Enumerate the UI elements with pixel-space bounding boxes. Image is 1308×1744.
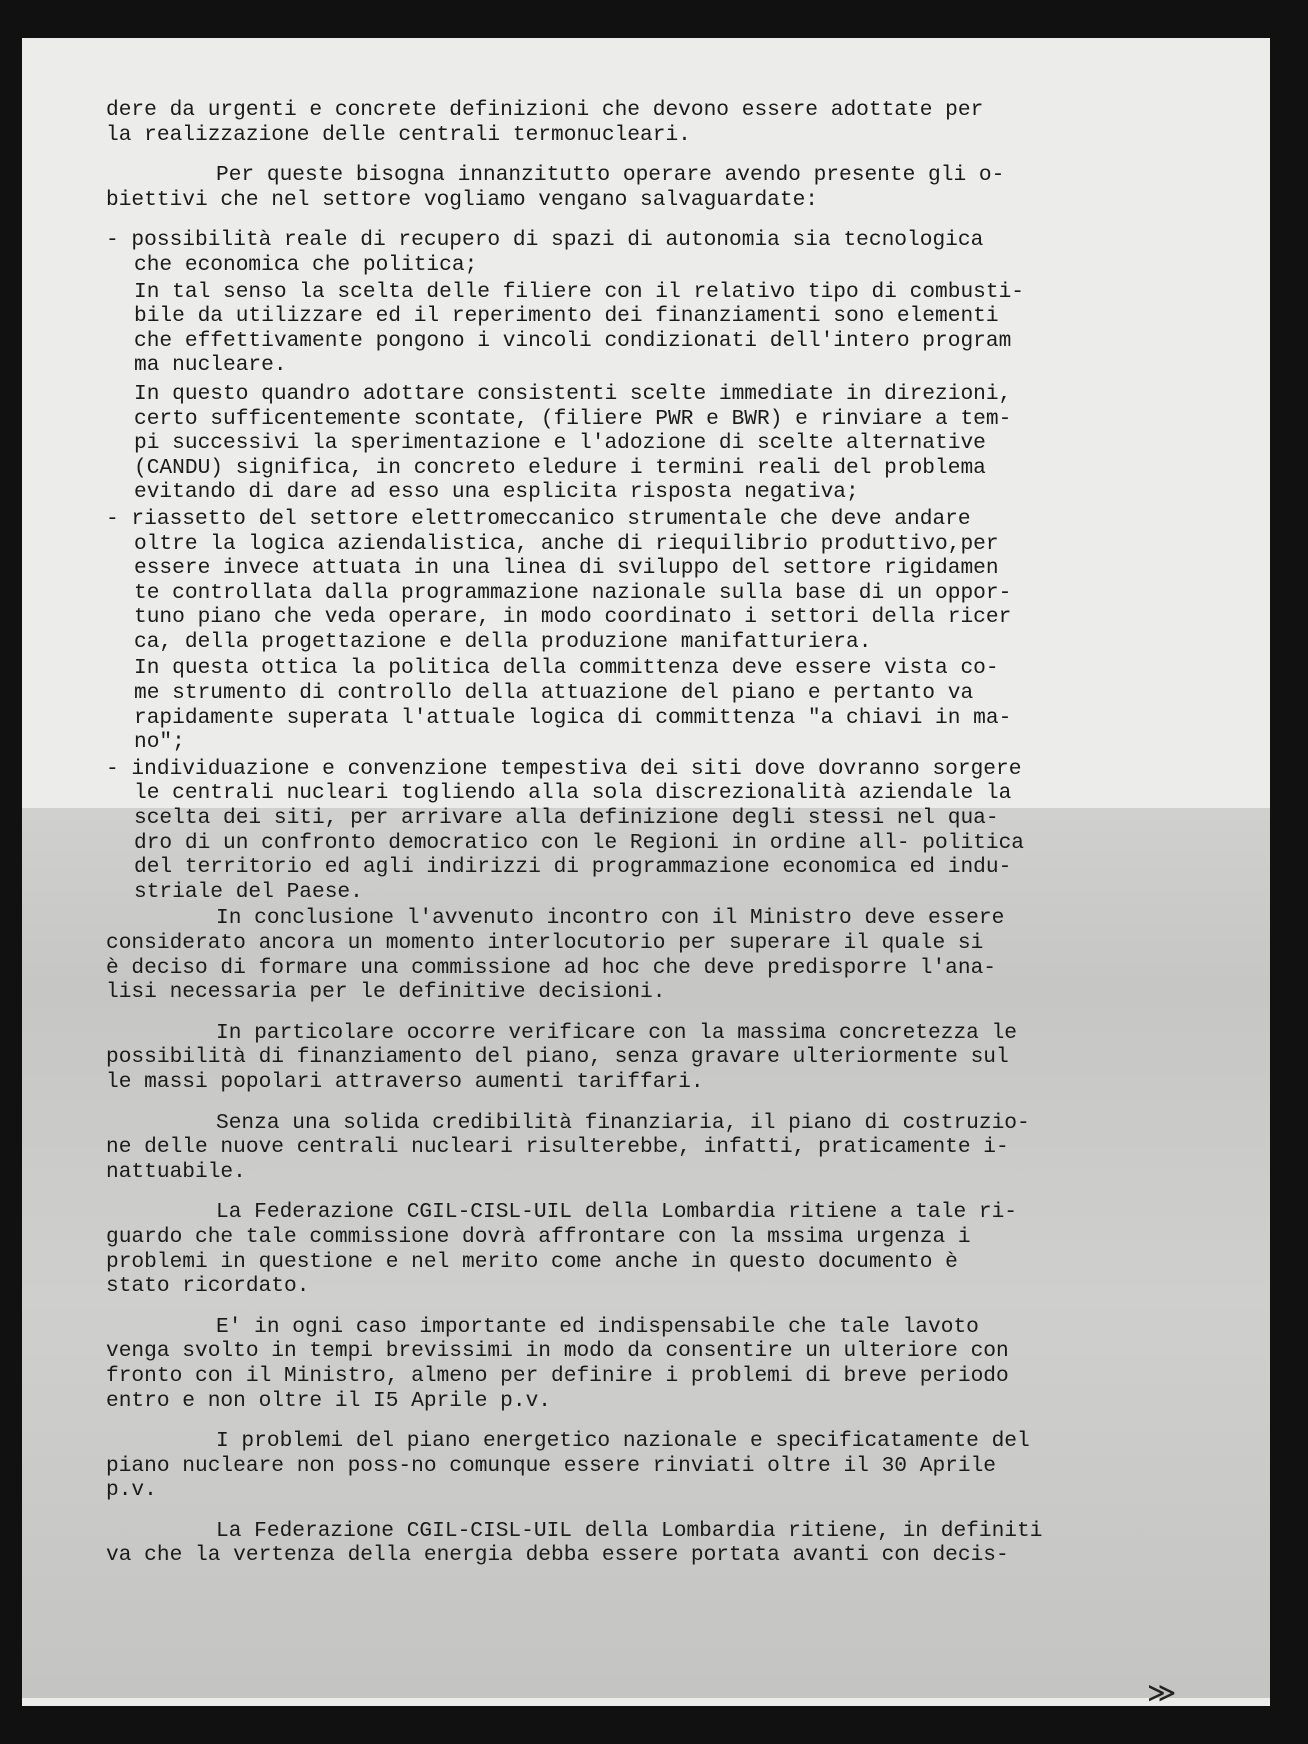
text-line: è deciso di formare una commissione ad hoc che deve predisporre l'ana- xyxy=(106,955,997,980)
text-line: In particolare occorre verificare con la massima concretezza le xyxy=(216,1020,1018,1045)
bullet-item xyxy=(106,228,1226,277)
bullet-subparagraph xyxy=(106,280,1226,378)
text-line: - riassetto del settore elettromeccanico strumentale che deve andare xyxy=(106,506,971,531)
text-line: rapidamente superata l'attuale logica di committenza "a chiavi in ma- xyxy=(134,705,1012,730)
text-line: lisi necessaria per le definitive decisioni. xyxy=(106,980,666,1005)
text-line: In conclusione l'avvenuto incontro con il Ministro deve essere xyxy=(216,906,1005,931)
bullet-item xyxy=(106,507,1226,655)
text-line: possibilità di finanziamento del piano, senza gravare ulteriormente sul xyxy=(106,1045,1009,1070)
text-line: dere da urgenti e concrete definizioni che devono essere adottate per xyxy=(106,98,984,122)
text-line: le centrali nucleari togliendo alla sola discrezionalità aziendale la xyxy=(134,781,1012,806)
text-line: La Federazione CGIL-CISL-UIL della Lombardia ritiene a tale ri- xyxy=(216,1200,1018,1225)
text-line: nattuabile. xyxy=(106,1159,246,1184)
text-line: Senza una solida credibilità finanziaria, il piano di costruzio- xyxy=(216,1110,1030,1135)
text-line: In questo quandro adottare consistenti scelte immediate in direzioni, xyxy=(134,381,1012,406)
text-line: E' in ogni caso importante ed indispensabile che tale lavoto xyxy=(216,1314,979,1339)
text-line: - possibilità reale di recupero di spazi di autonomia sia tecnologica xyxy=(106,228,984,253)
text-line: piano nucleare non poss-no comunque essere rinviati oltre il 30 Aprile xyxy=(106,1453,997,1478)
text-line: pi successivi la sperimentazione e l'adozione di scelte alternative xyxy=(134,431,986,456)
continuation-arrow-icon: ≫ xyxy=(1147,1676,1177,1706)
text-line: bile da utilizzare ed il reperimento dei finanziamenti sono elementi xyxy=(134,304,999,329)
paragraph xyxy=(106,1021,1226,1095)
text-line: fronto con il Ministro, almeno per definire i problemi di breve periodo xyxy=(106,1363,1009,1388)
text-line: biettivi che nel settore vogliamo vengano salvaguardate: xyxy=(106,187,819,212)
text-line: evitando di dare ad esso una esplicita risposta negativa; xyxy=(134,480,859,505)
text-line: le massi popolari attraverso aumenti tariffari. xyxy=(106,1069,704,1094)
text-line: no"; xyxy=(134,730,185,755)
paragraph xyxy=(106,1111,1226,1185)
text-line: che effettivamente pongono i vincoli condizionati dell'intero program xyxy=(134,328,1012,353)
text-line: venga svolto in tempi brevissimi in modo da consentire un ulteriore con xyxy=(106,1339,1009,1364)
text-line: I problemi del piano energetico nazionale e specificatamente del xyxy=(216,1429,1030,1454)
paragraph xyxy=(106,1315,1226,1413)
text-line: problemi in questione e nel merito come anche in questo documento è xyxy=(106,1249,958,1274)
text-line: essere invece attuata in una linea di sviluppo del settore rigidamen xyxy=(134,556,999,581)
paragraph xyxy=(106,163,1226,212)
text-line: che economica che politica; xyxy=(134,252,478,277)
text-line: ma nucleare. xyxy=(134,353,287,378)
text-line: ca, della progettazione e della produzione manifatturiera. xyxy=(134,629,872,654)
text-line: tuno piano che veda operare, in modo coordinato i settori della ricer xyxy=(134,605,1012,630)
text-line: guardo che tale commissione dovrà affrontare con la mssima urgenza i xyxy=(106,1224,971,1249)
text-line: p.v. xyxy=(106,1478,157,1503)
text-line: te controllata dalla programmazione nazionale sulla base di un oppor- xyxy=(134,580,1012,605)
text-line: va che la vertenza della energia debba essere portata avanti con decis- xyxy=(106,1543,1009,1568)
paragraph xyxy=(106,98,1226,147)
text-line: dro di un confronto democratico con le Regioni in ordine all- politica xyxy=(134,830,1025,855)
typed-text-body xyxy=(106,98,1226,1584)
paragraph xyxy=(106,1200,1226,1298)
text-line: Per queste bisogna innanzitutto operare avendo presente gli o- xyxy=(216,163,1005,188)
text-line: oltre la logica aziendalistica, anche di riequilibrio produttivo,per xyxy=(134,531,999,556)
bullet-item xyxy=(106,757,1226,905)
text-line: me strumento di controllo della attuazione del piano e pertanto va xyxy=(134,681,974,706)
text-line: In tal senso la scelta delle filiere con il relativo tipo di combusti- xyxy=(134,279,1025,304)
text-line: scelta dei siti, per arrivare alla definizione degli stessi nel qua- xyxy=(134,806,999,831)
text-line: certo sufficentemente scontate, (filiere PWR e BWR) e rinviare a tem- xyxy=(134,406,1012,431)
paragraph xyxy=(106,1519,1226,1568)
text-line: La Federazione CGIL-CISL-UIL della Lombardia ritiene, in definiti xyxy=(216,1518,1043,1543)
text-line: (CANDU) significa, in concreto eledure i termini reali del problema xyxy=(134,455,986,480)
text-line: considerato ancora un momento interlocutorio per superare il quale si xyxy=(106,931,984,955)
text-line: la realizzazione delle centrali termonucleari. xyxy=(106,122,691,147)
paragraph xyxy=(106,1429,1226,1503)
document-page xyxy=(22,38,1270,1706)
text-line: In questa ottica la politica della committenza deve essere vista co- xyxy=(134,656,999,681)
paragraph xyxy=(106,906,1226,1004)
text-line: del territorio ed agli indirizzi di programmazione economica ed indu- xyxy=(134,855,1012,880)
text-line: striale del Paese. xyxy=(134,879,363,904)
text-line: stato ricordato. xyxy=(106,1274,310,1299)
text-line: ne delle nuove centrali nucleari risulterebbe, infatti, praticamente i- xyxy=(106,1135,1009,1160)
text-line: entro e non oltre il I5 Aprile p.v. xyxy=(106,1388,552,1413)
bullet-subparagraph xyxy=(106,382,1226,505)
text-line: - individuazione e convenzione tempestiva dei siti dove dovranno sorgere xyxy=(106,756,1022,781)
bullet-subparagraph xyxy=(106,656,1226,754)
